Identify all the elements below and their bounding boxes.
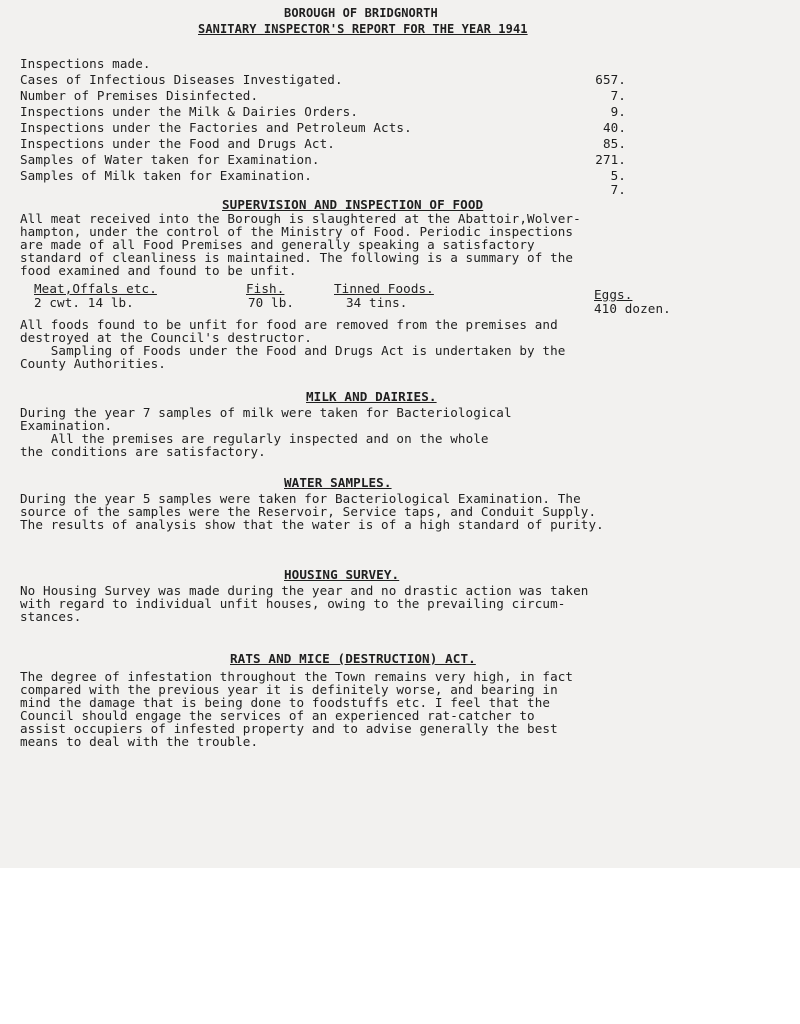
inspection-value: 9.	[610, 104, 626, 119]
housing-paragraph: No Housing Survey was made during the year and no drastic action was taken with regard to individual unfit houses, owing to the prevailing circum- stances.	[20, 583, 589, 624]
section-heading-food: SUPERVISION AND INSPECTION OF FOOD	[222, 197, 484, 212]
inspection-label: Inspections under the Milk & Dairies Orders.	[20, 104, 359, 119]
blank-area	[0, 868, 800, 1024]
food-column-value: 2 cwt. 14 lb.	[34, 295, 134, 310]
food-paragraph: All meat received into the Borough is slaughtered at the Abattoir,Wolver- hampton, under the control of the Ministry of Food. Periodic inspections are made of all Food Premises and generally speaking a satisfactory standard of cleanliness is maintained. The following is a summary of the food examined and found to be unfit.	[20, 211, 581, 278]
inspection-label: Inspections under the Food and Drugs Act.	[20, 136, 335, 151]
inspection-value: 7.	[610, 88, 626, 103]
food-column-value: 34 tins.	[346, 295, 408, 310]
inspection-value: 7.	[610, 182, 626, 197]
inspection-label: Inspections made.	[20, 56, 151, 71]
inspection-value: 657.	[595, 72, 626, 87]
section-heading-milk: MILK AND DAIRIES.	[306, 389, 437, 404]
food-column-value: 410 dozen.	[594, 301, 671, 316]
food-column-value: 70 lb.	[248, 295, 295, 310]
inspection-value: 85.	[602, 136, 626, 151]
food-column-heading: Fish.	[246, 281, 285, 296]
inspection-label: Number of Premises Disinfected.	[20, 88, 259, 103]
inspection-value: 271.	[595, 152, 626, 167]
food-column-heading: Eggs.	[594, 287, 633, 302]
inspection-label: Samples of Milk taken for Examination.	[20, 168, 312, 183]
section-heading-water: WATER SAMPLES.	[284, 475, 392, 490]
inspection-label: Cases of Infectious Diseases Investigated.	[20, 72, 343, 87]
section-heading-rats: RATS AND MICE (DESTRUCTION) ACT.	[230, 651, 476, 666]
inspection-value: 5.	[610, 168, 626, 183]
rats-paragraph: The degree of infestation throughout the Town remains very high, in fact compared with the previous year it is definitely worse, and bearing in mind the damage that is being done to foodstuffs etc. I feel that the Council should engage the services of an experienced rat-catcher to assist occupiers of infested property and to advise generally the best means to deal with the trouble.	[20, 669, 574, 749]
food-column-heading: Tinned Foods.	[334, 281, 434, 296]
inspection-label: Samples of Water taken for Examination.	[20, 152, 320, 167]
inspection-label: Inspections under the Factories and Petroleum Acts.	[20, 120, 412, 135]
food-paragraph-2: All foods found to be unfit for food are removed from the premises and destroyed at the Council's destructor. Sampling of Foods under the Food and Drugs Act is undertaken by the County Authorities.	[20, 317, 566, 371]
report-borough-title: BOROUGH OF BRIDGNORTH	[284, 6, 438, 20]
water-paragraph: During the year 5 samples were taken for Bacteriological Examination. The source of the samples were the Reservoir, Service taps, and Conduit Supply. The results of analysis show that the water is of a high standard of purity.	[20, 491, 604, 532]
inspection-value: 40.	[602, 120, 626, 135]
food-column-heading: Meat,Offals etc.	[34, 281, 157, 296]
milk-paragraph: During the year 7 samples of milk were taken for Bacteriological Examination. All the premises are regularly inspected and on the whole the conditions are satisfactory.	[20, 405, 512, 459]
report-title: SANITARY INSPECTOR'S REPORT FOR THE YEAR 1941	[198, 22, 528, 36]
section-heading-housing: HOUSING SURVEY.	[284, 567, 400, 582]
